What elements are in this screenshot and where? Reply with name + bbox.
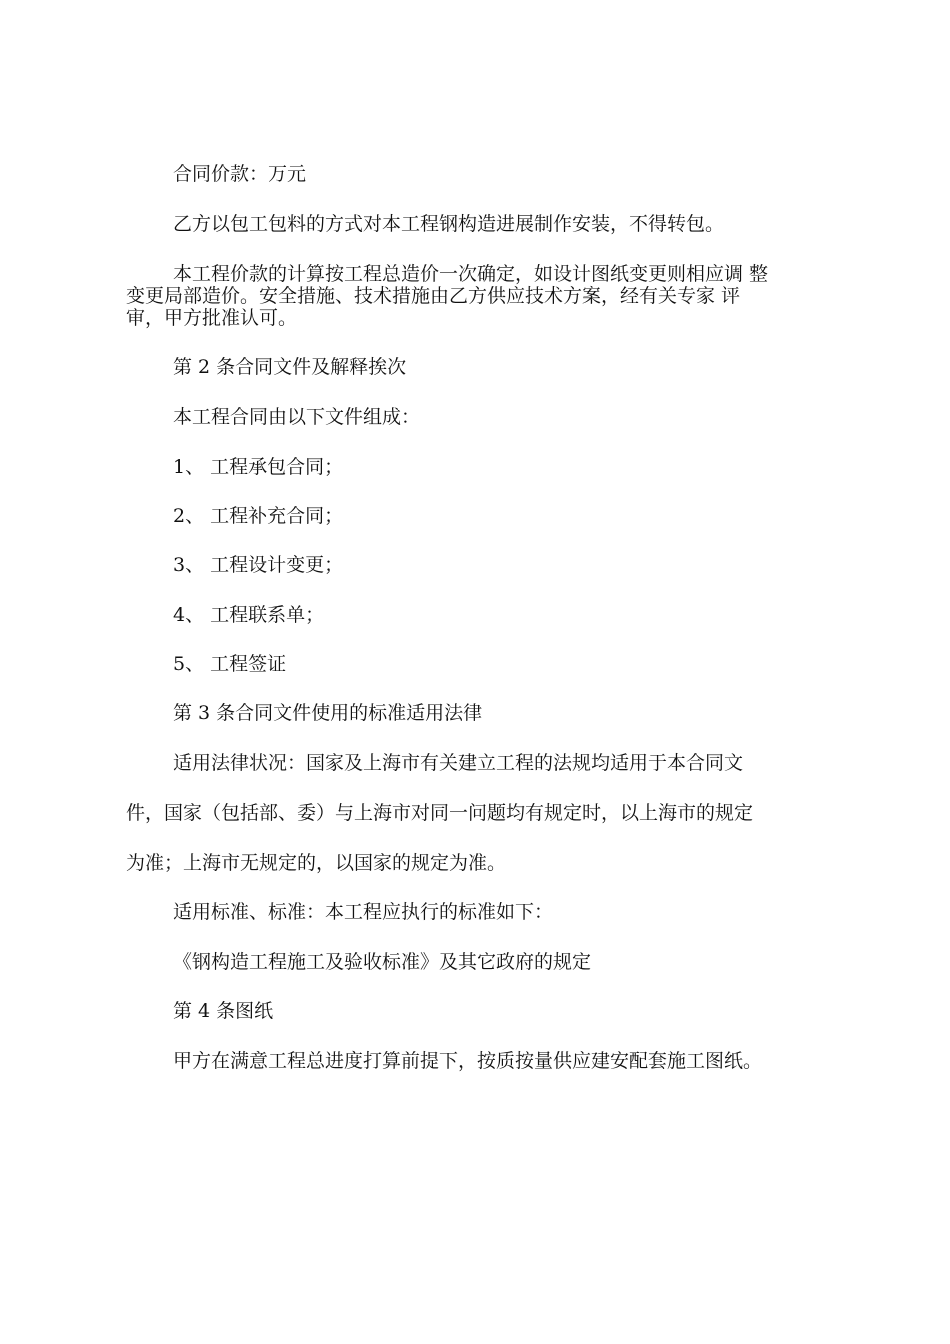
article-2-intro: 本工程合同由以下文件组成： [173, 406, 421, 428]
law-paragraph-line: 适用法律状况：国家及上海市有关建立工程的法规均适用于本合同文 [173, 752, 744, 774]
list-item: 1、 工程承包合同； [173, 456, 344, 478]
standards-item: 《钢构造工程施工及验收标准》及其它政府的规定 [173, 951, 592, 973]
article-2-heading: 第 2 条合同文件及解释挨次 [173, 356, 407, 378]
standards-intro: 适用标准、标准：本工程应执行的标准如下： [173, 901, 554, 923]
pricing-paragraph-line: 变更局部造价。安全措施、技术措施由乙方供应技术方案，经有关专家 评 [126, 285, 741, 307]
contract-mode-paragraph: 乙方以包工包料的方式对本工程钢构造进展制作安装，不得转包。 [173, 213, 725, 235]
article-4-heading: 第 4 条图纸 [173, 1000, 274, 1022]
pricing-paragraph-line: 本工程价款的计算按工程总造价一次确定，如设计图纸变更则相应调 整 [173, 263, 769, 285]
article-4-paragraph: 甲方在满意工程总进度打算前提下，按质按量供应建安配套施工图纸。 [173, 1050, 763, 1072]
list-item: 2、 工程补充合同； [173, 505, 344, 527]
law-paragraph-line: 件，国家（包括部、委）与上海市对同一问题均有规定时，以上海市的规定 [126, 802, 754, 824]
article-3-heading: 第 3 条合同文件使用的标准适用法律 [173, 702, 483, 724]
pricing-paragraph [126, 263, 856, 329]
contract-price-line: 合同价款：万元 [173, 163, 307, 185]
list-item: 4、 工程联系单； [173, 604, 325, 626]
list-item: 3、 工程设计变更； [173, 554, 344, 576]
pricing-paragraph-line: 审，甲方批准认可。 [126, 307, 298, 329]
law-paragraph-line: 为准；上海市无规定的，以国家的规定为准。 [126, 852, 507, 874]
list-item: 5、 工程签证 [173, 653, 287, 675]
